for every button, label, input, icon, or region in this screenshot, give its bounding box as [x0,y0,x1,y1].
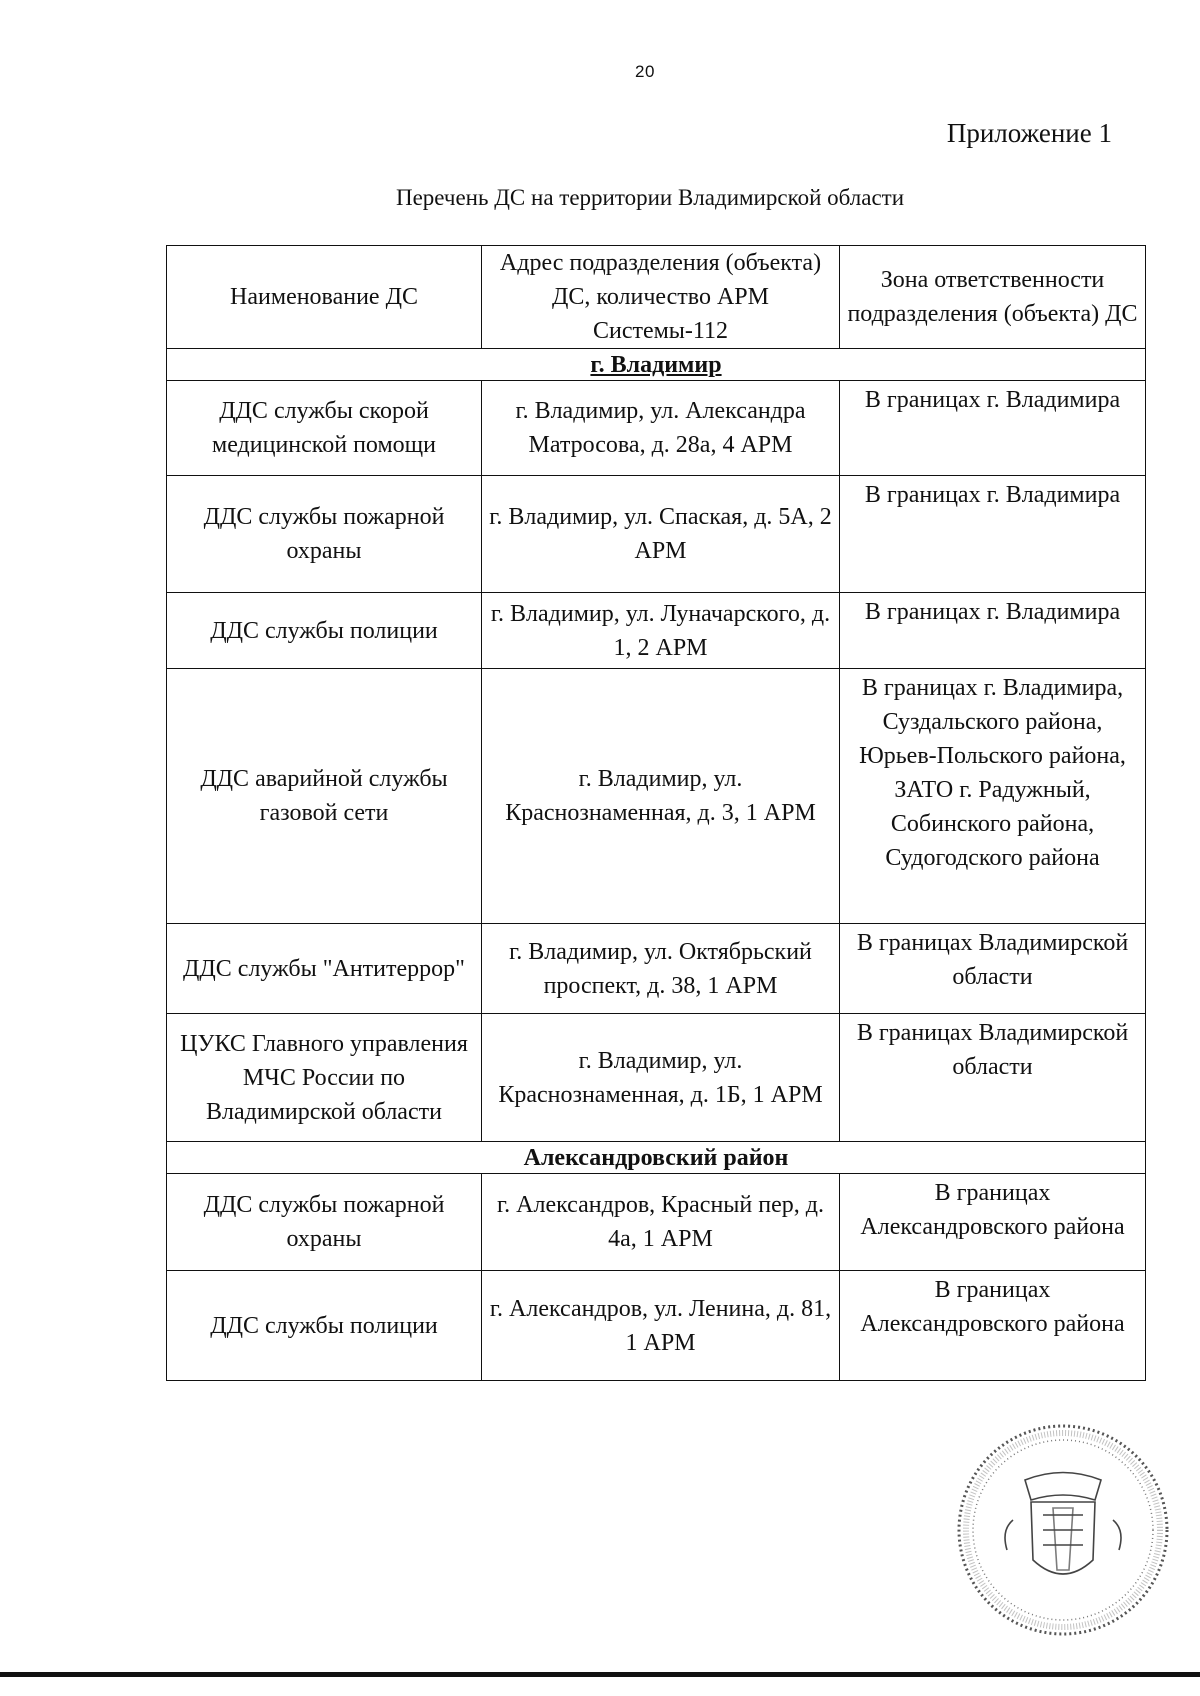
cell-addr: г. Александров, Красный пер, д. 4а, 1 АРМ [482,1174,840,1271]
bottom-rule [0,1672,1200,1677]
page-number: 20 [635,62,655,81]
cell-zone: В границах Владимирской области [840,924,1146,1014]
cell-name: ДДС аварийной службы газовой сети [167,669,482,924]
cell-zone: В границах Владимирской области [840,1014,1146,1142]
table-row [167,476,1146,593]
cell-zone: В границах Александровского района [840,1174,1146,1271]
cell-zone: В границах г. Владимира [840,381,1146,476]
cell-addr: г. Владимир, ул. Октябрьский проспект, д. 38, 1 АРМ [482,924,840,1014]
cell-addr: г. Владимир, ул. Спаская, д. 5А, 2 АРМ [482,476,840,593]
section-title: г. Владимир [167,349,1146,381]
cell-name: ДДС службы полиции [167,593,482,669]
table-row [167,381,1146,476]
cell-addr: г. Александров, ул. Ленина, д. 81, 1 АРМ [482,1271,840,1381]
table-row [167,669,1146,924]
cell-name: ДДС службы полиции [167,1271,482,1381]
document-title: Перечень ДС на территории Владимирской области [395,185,905,210]
table-row [167,924,1146,1014]
section-row [167,349,1146,381]
cell-name: ДДС службы "Антитеррор" [167,924,482,1014]
section-title: Александровский район [167,1142,1146,1174]
table-row [167,593,1146,669]
ds-table [166,245,1146,1381]
cell-zone: В границах г. Владимира, Суздальского района, Юрьев-Польского района, ЗАТО г. Радужный, Собинского района, Судогодского района [840,669,1146,924]
appendix-label: Приложение 1 [946,118,1112,148]
cell-zone: В границах г. Владимира [840,593,1146,669]
cell-name: ЦУКС Главного управления МЧС России по Владимирской области [167,1014,482,1142]
cell-name: ДДС службы скорой медицинской помощи [167,381,482,476]
header-zone: Зона ответственности подразделения (объекта) ДС [840,246,1146,349]
official-seal [943,1410,1183,1650]
table-row [167,1014,1146,1142]
cell-name: ДДС службы пожарной охраны [167,476,482,593]
table-header-row [167,246,1146,349]
table-row [167,1174,1146,1271]
cell-addr: г. Владимир, ул. Луначарского, д. 1, 2 АРМ [482,593,840,669]
header-name: Наименование ДС [167,246,482,349]
section-row [167,1142,1146,1174]
cell-addr: г. Владимир, ул. Александра Матросова, д. 28а, 4 АРМ [482,381,840,476]
cell-addr: г. Владимир, ул. Краснознаменная, д. 3, 1 АРМ [482,669,840,924]
cell-zone: В границах Александровского района [840,1271,1146,1381]
table-row [167,1271,1146,1381]
cell-zone: В границах г. Владимира [840,476,1146,593]
cell-addr: г. Владимир, ул. Краснознаменная, д. 1Б, 1 АРМ [482,1014,840,1142]
header-address: Адрес подразделения (объекта) ДС, количество АРМ Системы-112 [482,246,840,349]
cell-name: ДДС службы пожарной охраны [167,1174,482,1271]
